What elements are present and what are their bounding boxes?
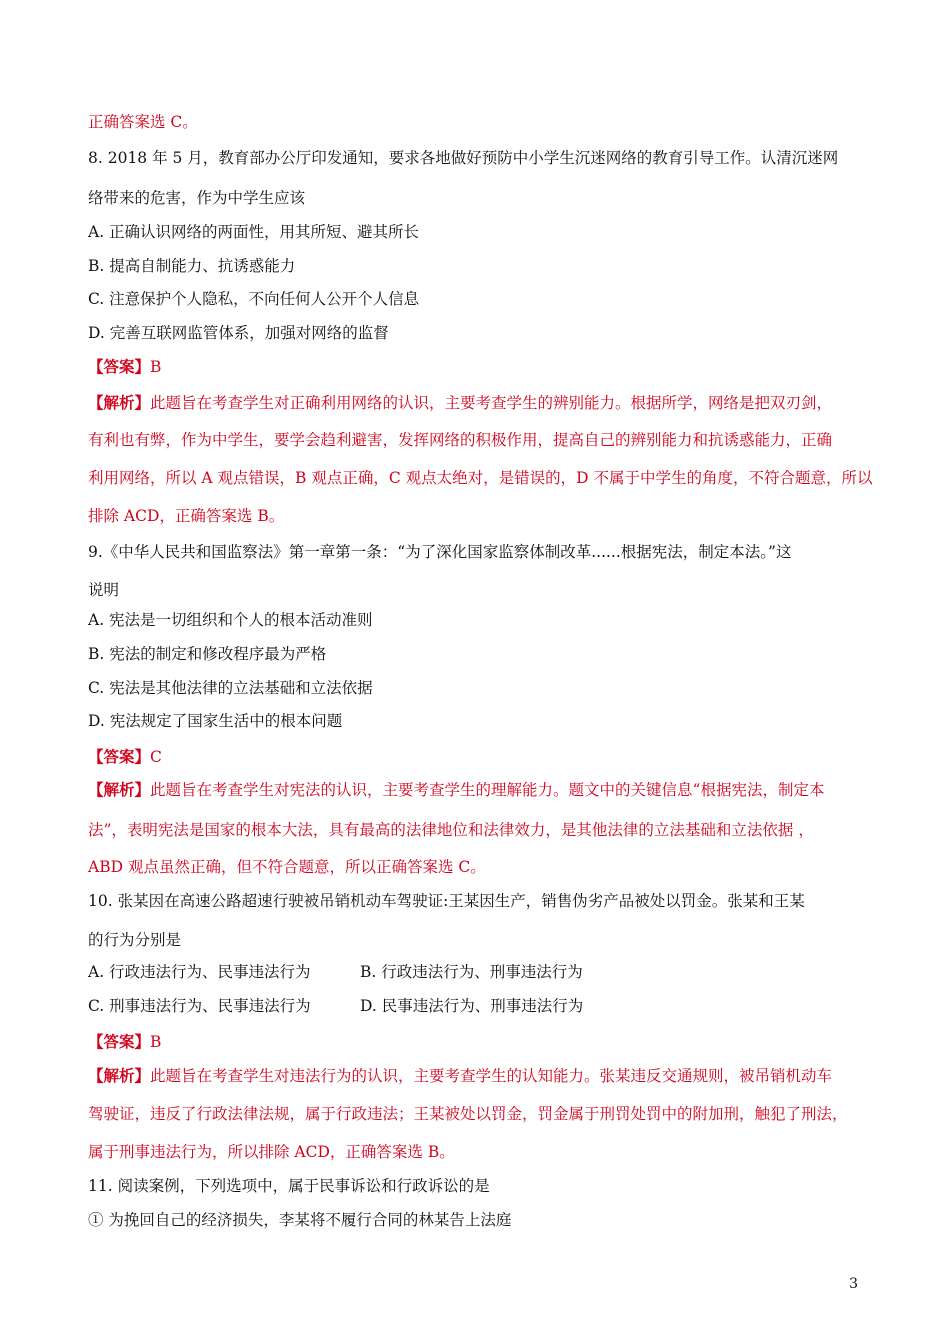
q11-item-1: ① 为挽回自己的经济损失，李某将不履行合同的林某告上法庭 [88, 1211, 512, 1229]
q8-analysis-line-3: 利用网络，所以 A 观点错误，B 观点正确，C 观点太绝对，是错误的，D 不属于中学生的角度，不符合题意，所以 [88, 469, 873, 487]
analysis-label: 【解析】 [88, 1066, 151, 1085]
q9-answer [88, 747, 162, 767]
q9-option-a: A. 宪法是一切组织和个人的根本活动准则 [88, 611, 373, 629]
page-number: 3 [849, 1276, 858, 1292]
q9-option-b: B. 宪法的制定和修改程序最为严格 [88, 645, 327, 663]
q10-stem-line-1: 10. 张某因在高速公路超速行驶被吊销机动车驾驶证:王某因生产，销售伪劣产品被处以罚金。张某和王某 [88, 892, 805, 910]
q8-analysis-line-4: 排除 ACD，正确答案选 B。 [88, 507, 285, 525]
answer-value: B [150, 358, 162, 376]
q8-option-c: C. 注意保护个人隐私，不向任何人公开个人信息 [88, 290, 420, 308]
q10-stem-line-2: 的行为分别是 [88, 931, 182, 949]
answer-label: 【答案】 [88, 1032, 151, 1051]
q10-option-b: B. 行政违法行为、刑事违法行为 [360, 963, 583, 981]
q8-stem-line-2: 络带来的危害，作为中学生应该 [88, 189, 306, 207]
q10-option-a: A. 行政违法行为、民事违法行为 [88, 963, 311, 981]
q8-answer [88, 357, 161, 377]
q9-option-d: D. 宪法规定了国家生活中的根本问题 [88, 712, 343, 730]
q8-analysis-line-2: 有利也有弊，作为中学生，要学会趋利避害，发挥网络的积极作用，提高自己的辨别能力和抗诱惑能力，正确 [88, 431, 833, 449]
q8-stem-line-1: 8. 2018 年 5 月，教育部办公厅印发通知，要求各地做好预防中小学生沉迷网络的教育引导工作。认清沉迷网 [88, 149, 839, 167]
q11-stem: 11. 阅读案例，下列选项中，属于民事诉讼和行政诉讼的是 [88, 1177, 490, 1195]
q8-option-a: A. 正确认识网络的两面性，用其所短、避其所长 [88, 223, 420, 241]
q10-options-row-1 [88, 962, 583, 982]
answer-value: B [150, 1033, 162, 1051]
answer-label: 【答案】 [88, 357, 151, 376]
q10-analysis-line-1: 【解析】此题旨在考查学生对违法行为的认识，主要考查学生的认知能力。张某违反交通规则，被吊销机动车 [88, 1066, 833, 1085]
q8-option-b: B. 提高自制能力、抗诱惑能力 [88, 257, 296, 275]
q10-answer [88, 1032, 161, 1052]
intro-answer-line: 正确答案选 C。 [88, 113, 198, 131]
q9-option-c: C. 宪法是其他法律的立法基础和立法依据 [88, 679, 373, 697]
q9-analysis-line-2: 法”，表明宪法是国家的根本大法，具有最高的法律地位和法律效力，是其他法律的立法基础和立法依据 ， [88, 821, 814, 839]
q10-options-row-2 [88, 996, 583, 1016]
q9-stem-line-1: 9.《中华人民共和国监察法》第一章第一条：“为了深化国家监察体制改革......根据宪法，制定本法。”这 [88, 543, 792, 561]
analysis-label: 【解析】 [88, 780, 151, 799]
q10-analysis-line-3: 属于刑事违法行为，所以排除 ACD，正确答案选 B。 [88, 1143, 455, 1161]
answer-label: 【答案】 [88, 747, 151, 766]
q10-analysis-line-2: 驾驶证，违反了行政法律法规，属于行政违法；王某被处以罚金，罚金属于刑罚处罚中的附加刑，触犯了刑法， [88, 1105, 848, 1123]
document-page [88, 112, 878, 1229]
answer-value: C [150, 748, 162, 766]
q8-option-d: D. 完善互联网监管体系，加强对网络的监督 [88, 324, 389, 342]
q10-option-c: C. 刑事违法行为、民事违法行为 [88, 997, 311, 1015]
q9-analysis-line-1: 【解析】此题旨在考查学生对宪法的认识，主要考查学生的理解能力。题文中的关键信息“根据宪法，制定本 [88, 780, 825, 799]
q10-option-d: D. 民事违法行为、刑事违法行为 [360, 997, 584, 1015]
q8-analysis-line-1: 【解析】此题旨在考查学生对正确利用网络的认识，主要考查学生的辨别能力。根据所学，网络是把双刃剑， [88, 393, 833, 412]
analysis-label: 【解析】 [88, 393, 151, 412]
q9-analysis-line-3: ABD 观点虽然正确，但不符合题意，所以正确答案选 C。 [88, 858, 486, 876]
q9-stem-line-2: 说明 [88, 581, 120, 599]
